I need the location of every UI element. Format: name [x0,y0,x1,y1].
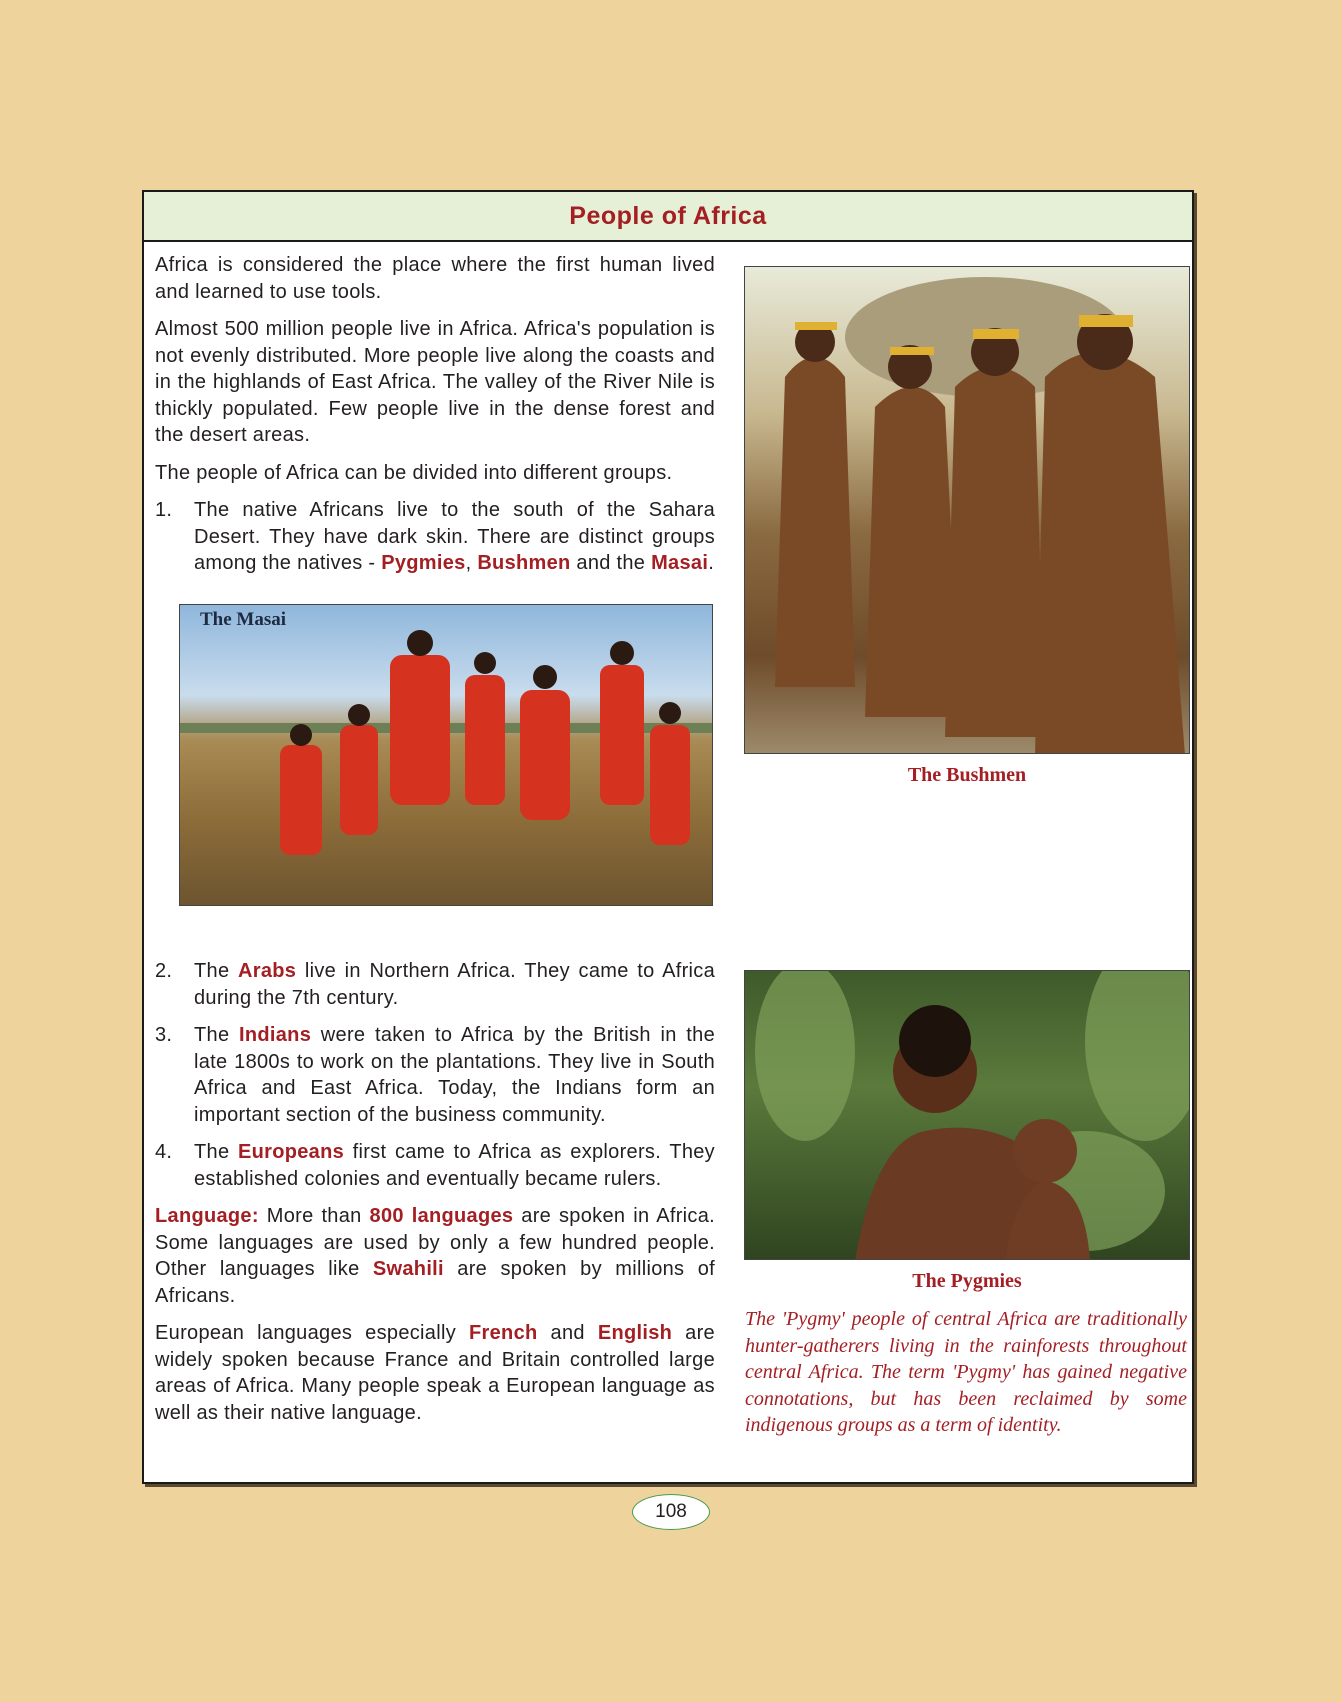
title-bar [144,192,1192,242]
groups-list [155,497,715,577]
pygmy-note: The 'Pygmy' people of central Africa are traditionally hunter-gatherers living in the rainforests throughout central Africa. The term 'Pygmy' has gained negative connotations, but has been reclaimed by some indigenous groups as a term of identity. [745,1308,1187,1436]
page-number: 108 [632,1494,710,1530]
term-swahili: Swahili [372,1258,444,1280]
term-indians: Indians [239,1024,312,1046]
list-number: 4. [155,1141,173,1163]
european-languages-paragraph: European languages especially French and English are widely spoken because France and Britain controlled large areas of Africa. Many people speak a European language as well as their native language. [155,1322,715,1424]
groups-list-continued [155,958,715,1192]
list-number: 2. [155,960,173,982]
intro-paragraph-3: The people of Africa can be divided into different groups. [155,461,673,484]
left-column [155,252,715,588]
term-europeans: Europeans [237,1141,345,1163]
language-paragraph: Language: More than 800 languages are spoken in Africa. Some languages are used by only a few hundred people. Other languages like Swahili are spoken by millions of Africans. [155,1205,716,1307]
page-title: People of Africa [569,201,767,230]
left-column-lower [155,958,715,1437]
list-item-natives: 1. The native Africans live to the south of the Sahara Desert. They have dark skin. There are distinct groups among the natives - Pygmies, Bushmen and the Masai. [155,499,715,574]
term-masai: Masai [651,552,709,574]
pygmies-caption: The Pygmies [912,1270,1022,1292]
language-label: Language: [155,1205,259,1227]
term-arabs: Arabs [238,960,297,982]
masai-caption: The Masai [200,609,287,630]
content-panel [142,190,1194,1484]
pygmies-illustration [745,971,1190,1260]
list-number: 3. [155,1024,173,1046]
bushmen-photo [744,266,1190,754]
masai-photo [179,604,713,906]
pygmies-photo [744,970,1190,1260]
bushmen-illustration [745,267,1190,754]
list-item-indians: 3. The Indians were taken to Africa by the British in the late 1800s to work on the plantations. They live in South Africa and East Africa. Today, the Indians form an important section of the business community. [155,1024,715,1126]
term-pygmies: Pygmies [381,552,466,574]
bushmen-caption: The Bushmen [907,764,1027,786]
term-french: French [469,1322,538,1344]
list-item-europeans: 4. The Europeans first came to Africa as explorers. They established colonies and eventually became rulers. [155,1141,715,1190]
intro-paragraph-1: Africa is considered the place where the first human lived and learned to use tools. [155,254,715,303]
masai-illustration [180,605,713,906]
term-english: English [597,1322,673,1344]
term-800-languages: 800 languages [369,1205,514,1227]
list-number: 1. [155,499,173,521]
intro-paragraph-2: Almost 500 million people live in Africa. Africa's population is not evenly distributed. More people live along the coasts and in the highlands of East Africa. The valley of the River Nile is thickly populated. Few people live in the dense forest and the desert areas. [155,318,715,446]
term-bushmen: Bushmen [477,552,571,574]
list-item-arabs: 2. The Arabs live in Northern Africa. They came to Africa during the 7th century. [155,960,715,1009]
